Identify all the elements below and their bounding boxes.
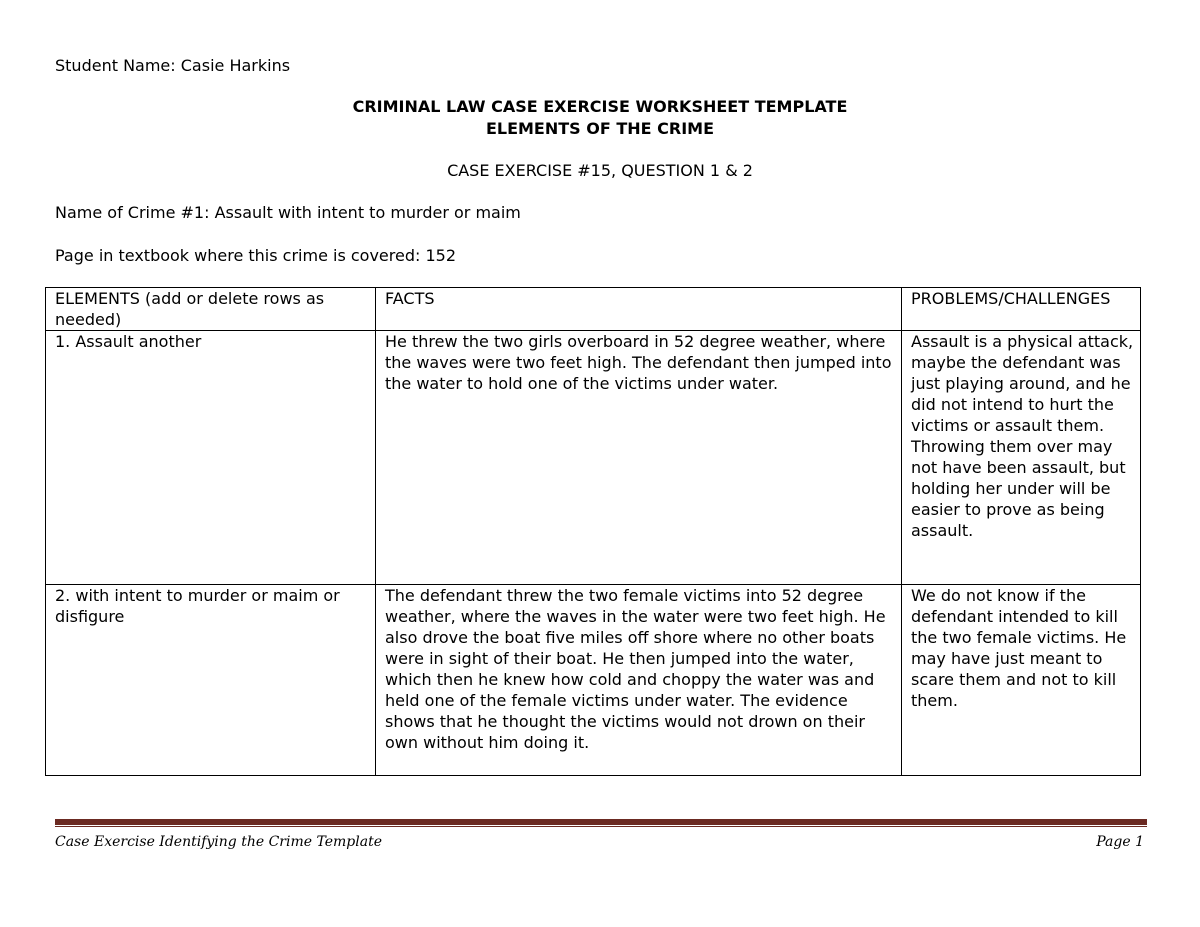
- header-facts: FACTS: [376, 288, 902, 331]
- elements-table: [45, 287, 1141, 776]
- header-elements: ELEMENTS (add or delete rows as needed): [46, 288, 376, 331]
- footer-divider-thin: [55, 826, 1147, 827]
- facts-cell: The defendant threw the two female victims into 52 degree weather, where the waves in the water were two feet high. He also drove the boat five miles off shore where no other boats were in sight of their boat. He then jumped into the water, which then he knew how cold and choppy the water was and held one of the female victims under water. The evidence shows that he thought the victims would not drown on their own without him doing it.: [376, 585, 902, 776]
- footer-document-title: Case Exercise Identifying the Crime Template: [55, 834, 382, 850]
- title-line-2: ELEMENTS OF THE CRIME: [485, 119, 715, 138]
- element-cell: 1. Assault another: [46, 331, 376, 585]
- problems-cell: We do not know if the defendant intended to kill the two female victims. He may have just meant to scare them and not to kill them.: [902, 585, 1141, 776]
- case-exercise-heading: CASE EXERCISE #15, QUESTION 1 & 2: [447, 161, 753, 180]
- textbook-page: Page in textbook where this crime is covered: 152: [55, 246, 457, 265]
- table-row: [46, 585, 1141, 776]
- element-cell: 2. with intent to murder or maim or disfigure: [46, 585, 376, 776]
- footer-divider: [55, 819, 1147, 825]
- crime-name: Name of Crime #1: Assault with intent to murder or maim: [55, 203, 521, 222]
- student-name: Student Name: Casie Harkins: [55, 56, 291, 75]
- problems-cell: Assault is a physical attack, maybe the defendant was just playing around, and he did not intend to hurt the victims or assault them. Throwing them over may not have been assault, but holding her under will be easier to prove as being assault.: [902, 331, 1141, 585]
- footer-page-number: Page 1: [1096, 834, 1144, 850]
- facts-cell: He threw the two girls overboard in 52 degree weather, where the waves were two feet high. The defendant then jumped into the water to hold one of the victims under water.: [376, 331, 902, 585]
- worksheet-title: [0, 96, 1200, 140]
- table-row: [46, 331, 1141, 585]
- header-problems: PROBLEMS/CHALLENGES: [902, 288, 1141, 331]
- table-header-row: [46, 288, 1141, 331]
- title-line-1: CRIMINAL LAW CASE EXERCISE WORKSHEET TEMPLATE: [352, 97, 848, 116]
